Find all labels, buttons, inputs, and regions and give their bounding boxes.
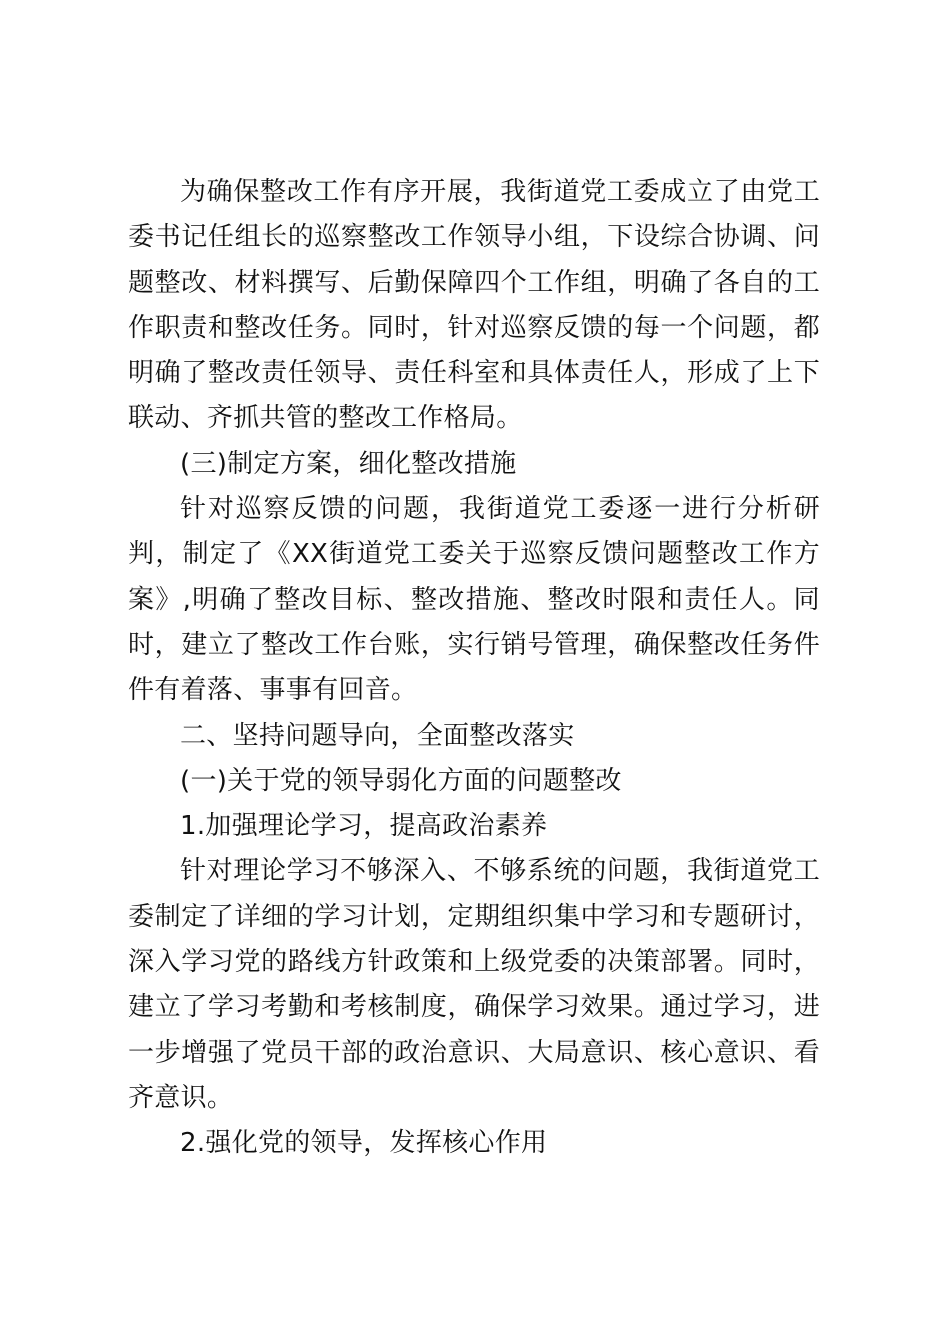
- heading-strengthen-leadership: 2.强化党的领导，发挥核心作用: [180, 1128, 548, 1159]
- heading-problem-oriented: 二、坚持问题导向，全面整改落实: [180, 720, 575, 751]
- heading-formulate-plan: (三)制定方案，细化整改措施: [180, 448, 517, 479]
- document-body: [128, 170, 820, 1167]
- heading-theory-study: 1.加强理论学习，提高政治素养: [180, 811, 548, 842]
- paragraph-theory-study: 针对理论学习不够深入、不够系统的问题，我街道党工委制定了详细的学习计划，定期组织集中学习和专题研讨，深入学习党的路线方针政策和上级党委的决策部署。同时，建立了学习考勤和考核制度，确保学习效果。通过学习，进一步增强了党员干部的政治意识、大局意识、核心意识、看齐意识。: [128, 856, 820, 1113]
- paragraph-rectification-plan: 针对巡察反馈的问题，我街道党工委逐一进行分析研判，制定了《XX街道党工委关于巡察反馈问题整改工作方案》,明确了整改目标、整改措施、整改时限和责任人。同时，建立了整改工作台账，实行销号管理，确保整改任务件件有着落、事事有回音。: [128, 494, 820, 706]
- heading-party-leadership-issues: (一)关于党的领导弱化方面的问题整改: [180, 765, 622, 796]
- paragraph-rectification-organization: 为确保整改工作有序开展，我街道党工委成立了由党工委书记任组长的巡察整改工作领导小组，下设综合协调、问题整改、材料撰写、后勤保障四个工作组，明确了各自的工作职责和整改任务。同时，针对巡察反馈的每一个问题，都明确了整改责任领导、责任科室和具体责任人，形成了上下联动、齐抓共管的整改工作格局。: [128, 177, 820, 434]
